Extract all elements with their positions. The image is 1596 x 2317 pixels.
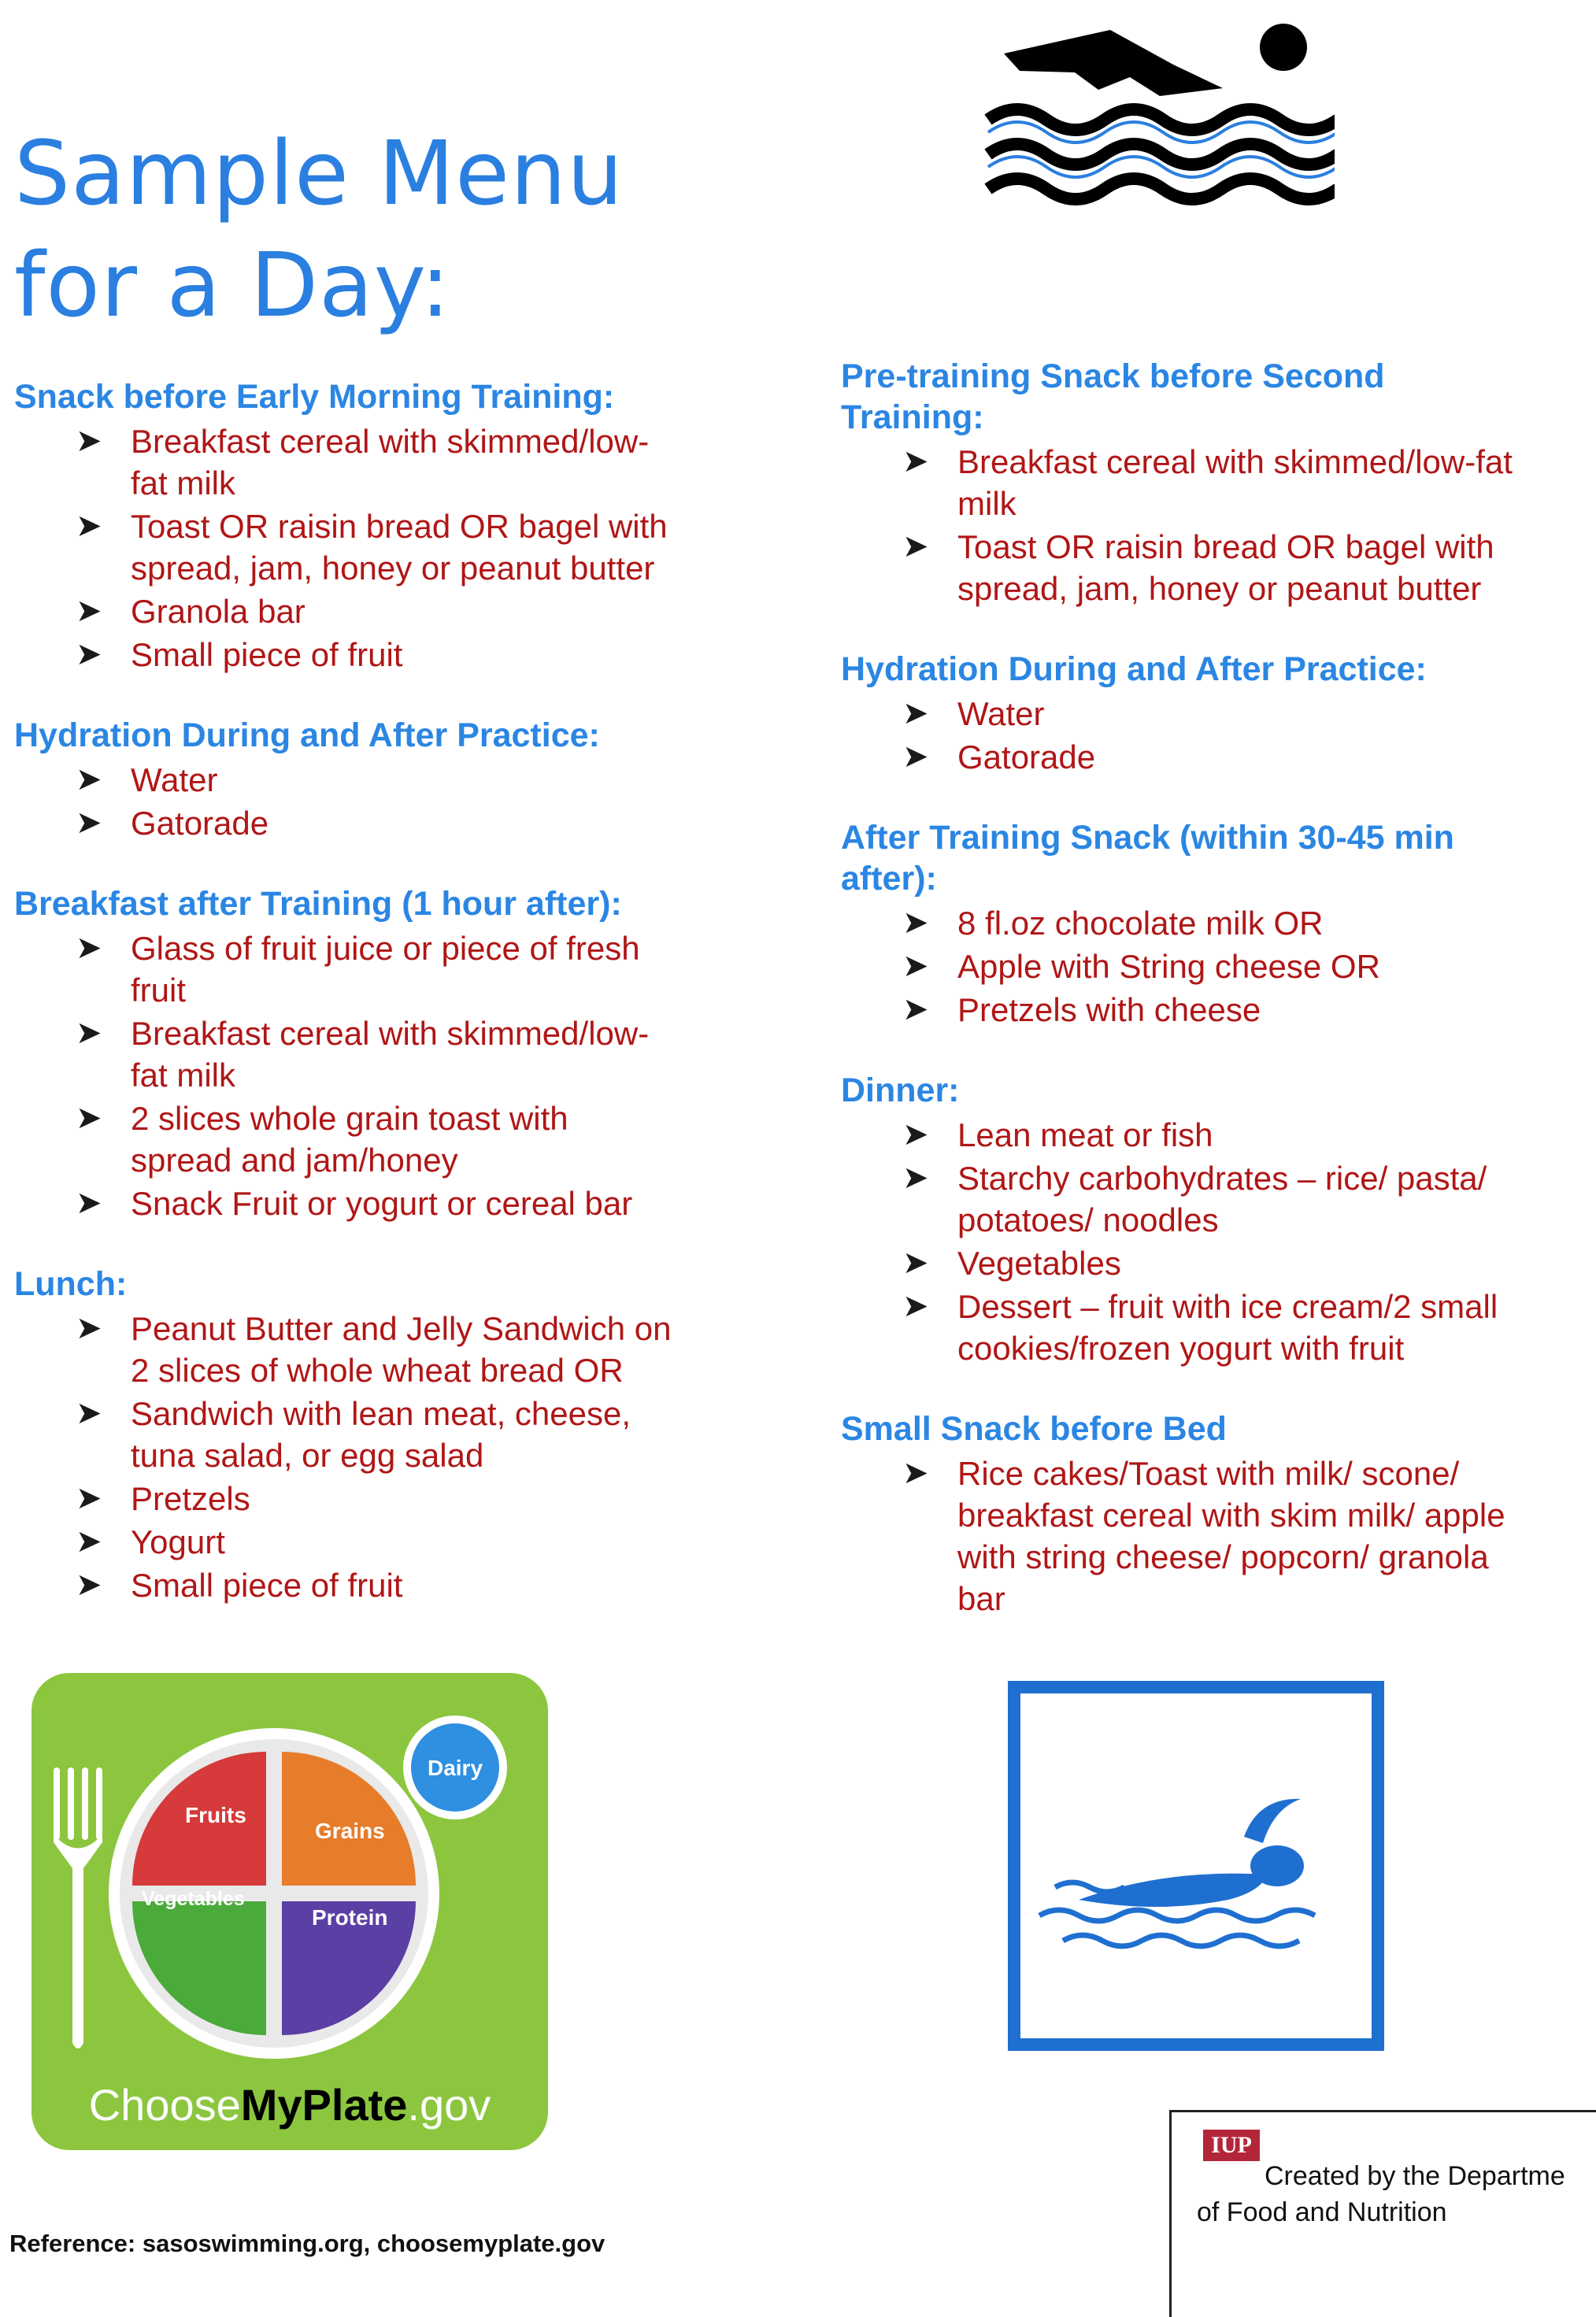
arrow-bullet-icon: ➤ xyxy=(76,1311,102,1345)
vegetables-label: Vegetables xyxy=(142,1888,245,1910)
list-item: ➤ 8 fl.oz chocolate milk OR xyxy=(841,902,1518,944)
list-item: ➤ Apple with String cheese OR xyxy=(841,946,1518,987)
list-item: ➤ Sandwich with lean meat, cheese, tuna salad, or egg salad xyxy=(14,1393,676,1476)
list-item: ➤ Water xyxy=(14,759,676,801)
list-item: ➤ Peanut Butter and Jelly Sandwich on 2 slices of whole wheat bread OR xyxy=(14,1308,676,1391)
arrow-bullet-icon: ➤ xyxy=(76,1524,102,1559)
arrow-bullet-icon: ➤ xyxy=(902,1245,929,1280)
section-heading: Hydration During and After Practice: xyxy=(841,650,1427,688)
credit-line-1: Created by the Departme xyxy=(1265,2161,1565,2191)
list-item: ➤ Water xyxy=(841,693,1518,735)
list-item: ➤ Toast OR raisin bread OR bagel with spread, jam, honey or peanut butter xyxy=(841,526,1518,609)
section-heading: Breakfast after Training (1 hour after): xyxy=(14,885,622,923)
list-item: ➤ Breakfast cereal with skimmed/low-fat milk xyxy=(841,441,1518,524)
right-column xyxy=(841,356,1581,1659)
list-item: ➤ Gatorade xyxy=(14,802,676,844)
section-heading: After Training Snack (within 30-45 min after): xyxy=(841,819,1454,898)
iup-logo: IUP xyxy=(1203,2130,1260,2161)
section-dinner xyxy=(841,1070,1581,1369)
swimmer-box-icon xyxy=(1008,1681,1384,2051)
arrow-bullet-icon: ➤ xyxy=(902,1160,929,1195)
arrow-bullet-icon: ➤ xyxy=(902,905,929,940)
arrow-bullet-icon: ➤ xyxy=(902,949,929,983)
list-item: ➤ Pretzels xyxy=(14,1478,676,1519)
list-item: ➤ Rice cakes/Toast with milk/ scone/ breakfast cereal with skim milk/ apple with string cheese/ popcorn/ granola bar xyxy=(841,1453,1510,1619)
list-item: ➤ Starchy carbohydrates – rice/ pasta/ potatoes/ noodles xyxy=(841,1157,1534,1241)
list-item: ➤ Lean meat or fish xyxy=(841,1114,1534,1156)
list-item: ➤ Breakfast cereal with skimmed/low-fat milk xyxy=(14,1012,676,1096)
section-breakfast xyxy=(14,883,770,1224)
page-title xyxy=(14,118,624,342)
arrow-bullet-icon: ➤ xyxy=(902,1289,929,1323)
swimmer-icon xyxy=(972,16,1335,213)
list-item: ➤ 2 slices whole grain toast with spread and jam/honey xyxy=(14,1097,676,1181)
list-item: ➤ Glass of fruit juice or piece of fresh fruit xyxy=(14,927,676,1011)
list-item: ➤ Toast OR raisin bread OR bagel with spread, jam, honey or peanut butter xyxy=(14,505,676,589)
section-heading: Small Snack before Bed xyxy=(841,1410,1227,1448)
arrow-bullet-icon: ➤ xyxy=(902,444,929,479)
credit-line-2: of Food and Nutrition xyxy=(1197,2197,1447,2227)
title-line-2: for a Day: xyxy=(14,235,451,337)
section-early-snack xyxy=(14,376,770,675)
arrow-bullet-icon: ➤ xyxy=(902,992,929,1027)
arrow-bullet-icon: ➤ xyxy=(76,1481,102,1516)
arrow-bullet-icon: ➤ xyxy=(76,931,102,965)
protein-label: Protein xyxy=(312,1905,388,1930)
arrow-bullet-icon: ➤ xyxy=(902,739,929,774)
dairy-label: Dairy xyxy=(427,1756,483,1780)
arrow-bullet-icon: ➤ xyxy=(76,1101,102,1135)
list-item: ➤ Granola bar xyxy=(14,590,676,632)
left-column xyxy=(14,376,770,1645)
arrow-bullet-icon: ➤ xyxy=(76,637,102,672)
arrow-bullet-icon: ➤ xyxy=(76,1567,102,1602)
section-heading: Dinner: xyxy=(841,1072,960,1109)
section-hydration-2 xyxy=(841,649,1581,778)
arrow-bullet-icon: ➤ xyxy=(76,509,102,543)
list-item: ➤ Small piece of fruit xyxy=(14,634,676,675)
list-item: ➤ Snack Fruit or yogurt or cereal bar xyxy=(14,1183,676,1224)
reference-text: Reference: sasoswimming.org, choosemyplate.gov xyxy=(9,2230,605,2257)
arrow-bullet-icon: ➤ xyxy=(902,696,929,731)
section-heading: Pre-training Snack before Second Training: xyxy=(841,357,1385,436)
section-after-training xyxy=(841,817,1581,1031)
list-item: ➤ Breakfast cereal with skimmed/low-fat milk xyxy=(14,420,676,504)
arrow-bullet-icon: ➤ xyxy=(76,1186,102,1220)
choosemyplate-logo xyxy=(31,1673,548,2150)
arrow-bullet-icon: ➤ xyxy=(902,1456,929,1490)
fruits-label: Fruits xyxy=(185,1803,246,1827)
credit-box xyxy=(1169,2110,1596,2317)
section-hydration xyxy=(14,715,770,844)
arrow-bullet-icon: ➤ xyxy=(76,1396,102,1431)
list-item: ➤ Small piece of fruit xyxy=(14,1564,676,1606)
myplate-wordmark: ChooseMyPlate.gov xyxy=(88,2080,491,2130)
list-item: ➤ Yogurt xyxy=(14,1521,676,1563)
arrow-bullet-icon: ➤ xyxy=(76,594,102,628)
list-item: ➤ Vegetables xyxy=(841,1242,1534,1284)
arrow-bullet-icon: ➤ xyxy=(902,529,929,564)
section-lunch xyxy=(14,1264,770,1606)
arrow-bullet-icon: ➤ xyxy=(76,805,102,840)
arrow-bullet-icon: ➤ xyxy=(76,762,102,797)
section-heading: Snack before Early Morning Training: xyxy=(14,378,615,416)
section-bedtime-snack xyxy=(841,1408,1581,1619)
arrow-bullet-icon: ➤ xyxy=(76,1016,102,1050)
list-item: ➤ Gatorade xyxy=(841,736,1518,778)
arrow-bullet-icon: ➤ xyxy=(76,424,102,458)
section-pre-training xyxy=(841,356,1581,609)
arrow-bullet-icon: ➤ xyxy=(902,1117,929,1152)
section-heading: Lunch: xyxy=(14,1265,128,1303)
section-heading: Hydration During and After Practice: xyxy=(14,716,600,754)
list-item: ➤ Pretzels with cheese xyxy=(841,989,1518,1031)
grains-label: Grains xyxy=(315,1819,385,1843)
title-line-1: Sample Menu xyxy=(14,123,624,225)
list-item: ➤ Dessert – fruit with ice cream/2 small cookies/frozen yogurt with fruit xyxy=(841,1286,1534,1369)
